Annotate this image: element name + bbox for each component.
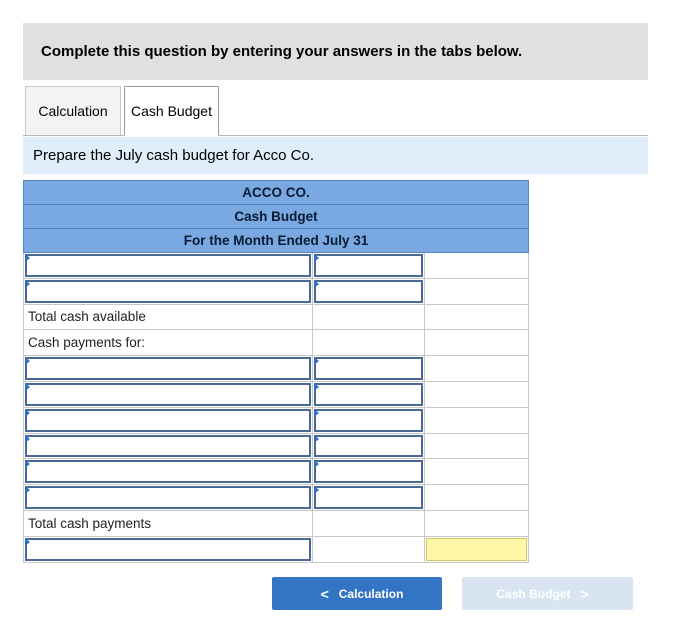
instruction-text: Prepare the July cash budget for Acco Co. <box>33 147 314 164</box>
tab-bar <box>23 86 648 136</box>
total-cell <box>425 382 529 407</box>
row-label-input[interactable] <box>25 254 311 277</box>
company-name: ACCO CO. <box>23 180 529 205</box>
total-cell <box>425 330 529 355</box>
ending-cash-input[interactable] <box>426 538 527 561</box>
total-cell <box>425 279 529 304</box>
previous-tab-label: Calculation <box>338 586 404 601</box>
amount-input[interactable] <box>314 357 423 380</box>
amount-cell <box>313 511 425 536</box>
total-cell <box>425 408 529 433</box>
amount-input[interactable] <box>314 460 423 483</box>
cash-budget-table <box>23 180 529 563</box>
statement-period: For the Month Ended July 31 <box>23 228 529 253</box>
table-row <box>23 537 529 563</box>
total-cell <box>425 434 529 459</box>
table-row <box>23 279 529 305</box>
table-row <box>23 305 529 331</box>
amount-input[interactable] <box>314 254 423 277</box>
table-row <box>23 434 529 460</box>
amount-input[interactable] <box>314 383 423 406</box>
chevron-left-icon: < <box>320 585 329 602</box>
next-tab-label: Cash Budget <box>496 586 571 601</box>
table-row <box>23 408 529 434</box>
row-label-input[interactable] <box>25 538 311 561</box>
next-tab-button[interactable] <box>462 577 633 610</box>
statement-title: Cash Budget <box>23 204 529 229</box>
tab-calculation[interactable]: Calculation <box>25 86 121 135</box>
amount-cell <box>313 305 425 330</box>
total-cell <box>425 459 529 484</box>
amount-input[interactable] <box>314 280 423 303</box>
table-row <box>23 330 529 356</box>
total-cell <box>425 253 529 278</box>
total-cell <box>425 305 529 330</box>
table-row <box>23 459 529 485</box>
instructions-banner <box>23 23 648 80</box>
row-label-input[interactable] <box>25 357 311 380</box>
amount-input[interactable] <box>314 435 423 458</box>
row-label-input[interactable] <box>25 486 311 509</box>
table-row <box>23 356 529 382</box>
tab-baseline <box>23 135 648 136</box>
total-cell <box>425 485 529 510</box>
table-row <box>23 511 529 537</box>
amount-cell <box>313 537 425 562</box>
total-cell <box>425 511 529 536</box>
question-instruction <box>23 137 648 174</box>
row-label-input[interactable] <box>25 460 311 483</box>
total-cash-payments-label: Total cash payments <box>23 511 313 536</box>
table-row <box>23 382 529 408</box>
row-label-input[interactable] <box>25 435 311 458</box>
chevron-right-icon: > <box>580 585 589 602</box>
amount-input[interactable] <box>314 409 423 432</box>
row-label-input[interactable] <box>25 383 311 406</box>
previous-tab-button[interactable] <box>272 577 442 610</box>
total-cell <box>425 356 529 381</box>
amount-cell <box>313 330 425 355</box>
row-label-input[interactable] <box>25 280 311 303</box>
table-row <box>23 253 529 279</box>
tab-cash-budget[interactable]: Cash Budget <box>124 86 219 136</box>
banner-text: Complete this question by entering your answers in the tabs below. <box>41 43 523 60</box>
table-row <box>23 485 529 511</box>
amount-input[interactable] <box>314 486 423 509</box>
row-label-input[interactable] <box>25 409 311 432</box>
total-cash-available-label: Total cash available <box>23 305 313 330</box>
cash-payments-for-label: Cash payments for: <box>23 330 313 355</box>
